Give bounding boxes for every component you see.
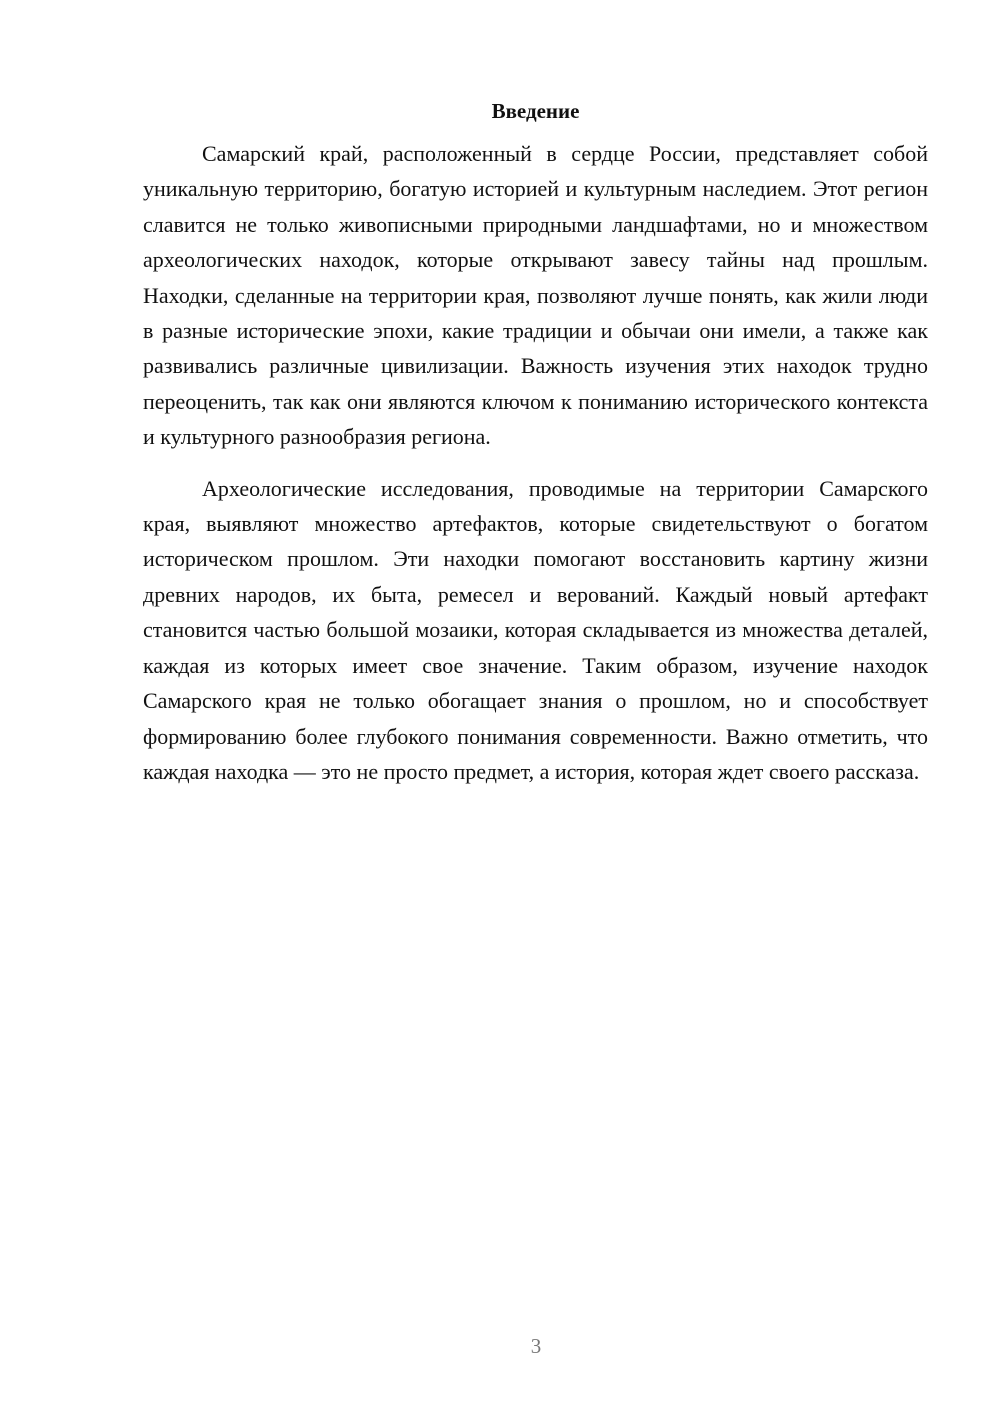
paragraph-archaeology: Археологические исследования, проводимые на территории Самарского края, выявляют множество артефактов, которые свидетельствуют о богатом историческом прошлом. Эти находки помогают восстановить картину жизни древних народов, их быта, ремесел и верований. Каждый новый артефакт становится частью большой мозаики, которая складывается из множества деталей, каждая из которых имеет свое значение. Таким образом, изучение находок Самарского края не только обогащает знания о прошлом, но и способствует формированию более глубокого понимания современности. Важно отметить, что каждая находка — это не просто предмет, а история, которая ждет своего рассказа. [143,475,928,784]
paragraph-intro: Самарский край, расположенный в сердце России, представляет собой уникальную территорию, богатую историей и культурным наследием. Этот регион славится не только живописными природными ландшафтами, но и множеством археологических находок, которые открывают завесу тайны над прошлым. Находки, сделанные на территории края, позволяют лучше понять, как жили люди в разные исторические эпохи, какие традиции и обычаи они имели, а также как развивались различные цивилизации. Важность изучения этих находок трудно переоценить, так как они являются ключом к пониманию исторического контекста и культурного разнообразия региона. [143,141,928,450]
page-number: 3 [530,1334,542,1358]
section-heading: Введение [491,99,580,123]
page-content [143,96,928,789]
